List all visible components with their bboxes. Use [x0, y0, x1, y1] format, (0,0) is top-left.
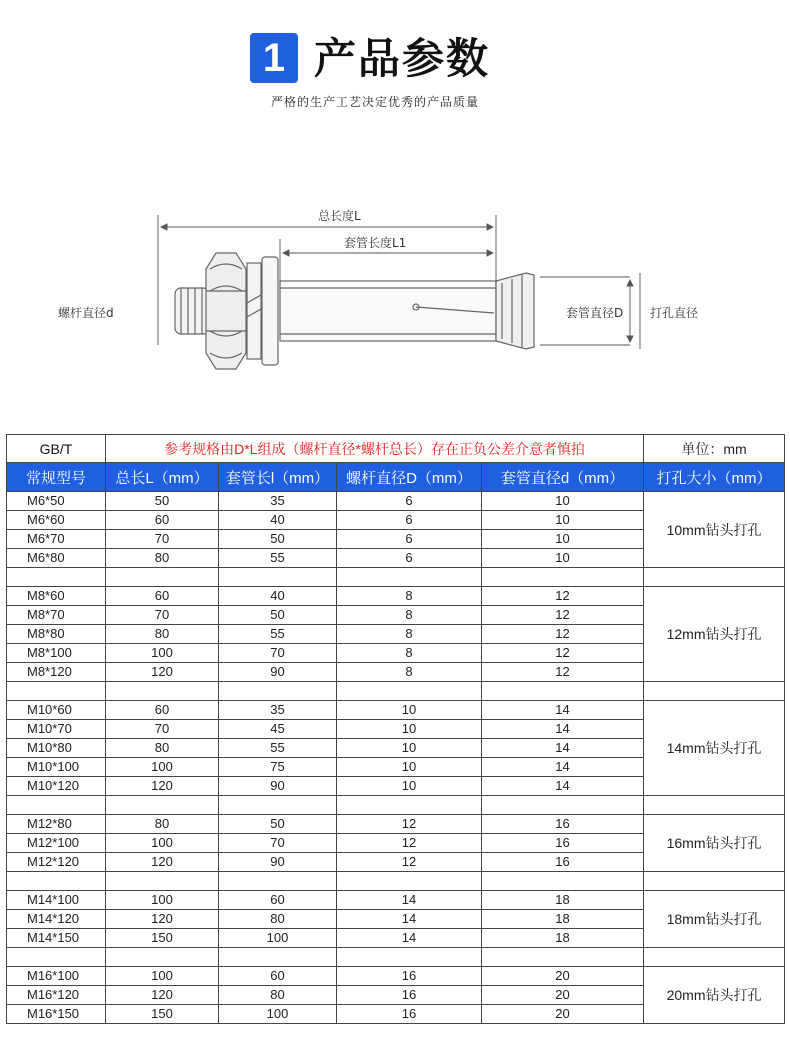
bolt-diameter-cell: 14	[337, 910, 482, 929]
col-header-sleeve-length: 套管长l（mm）	[219, 463, 337, 492]
model-cell: M6*80	[7, 549, 106, 568]
sleeve-diameter-cell: 18	[482, 891, 644, 910]
spacer-cell	[7, 682, 106, 701]
total-length-cell: 70	[106, 530, 219, 549]
spacer-cell	[337, 568, 482, 587]
spacer-cell	[7, 796, 106, 815]
table-row	[7, 815, 785, 834]
model-cell: M8*70	[7, 606, 106, 625]
bolt-diameter-cell: 10	[337, 720, 482, 739]
bolt-diameter-cell: 8	[337, 625, 482, 644]
model-cell: M14*100	[7, 891, 106, 910]
model-cell: M6*60	[7, 511, 106, 530]
sleeve-diameter-cell: 14	[482, 701, 644, 720]
sleeve-diameter-cell: 20	[482, 986, 644, 1005]
model-cell: M8*100	[7, 644, 106, 663]
spacer-cell	[644, 568, 785, 587]
spacer-cell	[482, 796, 644, 815]
total-length-cell: 100	[106, 758, 219, 777]
spacer-cell	[7, 948, 106, 967]
bolt-diameter-cell: 12	[337, 815, 482, 834]
bolt-diameter-cell: 8	[337, 644, 482, 663]
sleeve-diameter-label: 套管直径D	[566, 306, 624, 320]
total-length-cell: 50	[106, 492, 219, 511]
sleeve-length-cell: 40	[219, 511, 337, 530]
sleeve-length-cell: 90	[219, 777, 337, 796]
group-spacer-row	[7, 796, 785, 815]
total-length-cell: 80	[106, 625, 219, 644]
sleeve-length-cell: 90	[219, 663, 337, 682]
sleeve-diameter-cell: 18	[482, 910, 644, 929]
spacer-cell	[337, 948, 482, 967]
spacer-cell	[482, 872, 644, 891]
table-row	[7, 891, 785, 910]
standard-label: GB/T	[7, 435, 106, 463]
model-cell: M10*80	[7, 739, 106, 758]
model-cell: M10*100	[7, 758, 106, 777]
sleeve-diameter-cell: 20	[482, 1005, 644, 1024]
spacer-cell	[106, 948, 219, 967]
total-length-cell: 80	[106, 815, 219, 834]
total-length-cell: 60	[106, 587, 219, 606]
spec-table-body	[7, 492, 785, 1024]
page-title: 产品参数	[314, 34, 491, 83]
group-spacer-row	[7, 948, 785, 967]
spacer-cell	[482, 682, 644, 701]
drill-size-cell: 16mm钻头打孔	[644, 815, 785, 872]
sleeve-length-cell: 35	[219, 701, 337, 720]
bolt-diameter-cell: 8	[337, 663, 482, 682]
sleeve-diameter-cell: 12	[482, 644, 644, 663]
col-header-model: 常规型号	[7, 463, 106, 492]
model-cell: M10*70	[7, 720, 106, 739]
col-header-sleeve-diameter: 套管直径d（mm）	[482, 463, 644, 492]
col-header-bolt-diameter: 螺杆直径D（mm）	[337, 463, 482, 492]
bolt-diameter-label: 螺杆直径d	[58, 306, 114, 320]
bolt-diameter-cell: 16	[337, 967, 482, 986]
column-header-row	[7, 463, 785, 492]
sleeve-diameter-cell: 10	[482, 530, 644, 549]
sleeve-diameter-cell: 12	[482, 606, 644, 625]
sleeve-length-cell: 100	[219, 929, 337, 948]
bolt-diameter-cell: 10	[337, 777, 482, 796]
group-spacer-row	[7, 568, 785, 587]
bolt-diameter-cell: 10	[337, 701, 482, 720]
sleeve-length-cell: 90	[219, 853, 337, 872]
spacer-cell	[219, 872, 337, 891]
bolt-diameter-cell: 6	[337, 530, 482, 549]
spacer-cell	[106, 872, 219, 891]
bolt-diameter-cell: 8	[337, 606, 482, 625]
sleeve-length-cell: 50	[219, 606, 337, 625]
bolt-diameter-cell: 8	[337, 587, 482, 606]
sleeve-diameter-cell: 12	[482, 587, 644, 606]
sleeve-length-cell: 45	[219, 720, 337, 739]
spacer-cell	[482, 568, 644, 587]
flat-washer-drawing	[262, 257, 278, 365]
model-cell: M10*60	[7, 701, 106, 720]
table-row	[7, 701, 785, 720]
model-cell: M14*150	[7, 929, 106, 948]
total-length-cell: 70	[106, 720, 219, 739]
total-length-cell: 120	[106, 663, 219, 682]
sleeve-length-cell: 75	[219, 758, 337, 777]
section-number-badge: 1	[250, 33, 298, 83]
table-row	[7, 587, 785, 606]
sleeve-length-cell: 100	[219, 1005, 337, 1024]
total-length-cell: 100	[106, 644, 219, 663]
total-length-cell: 150	[106, 929, 219, 948]
sleeve-length-cell: 55	[219, 739, 337, 758]
total-length-cell: 60	[106, 511, 219, 530]
model-cell: M8*80	[7, 625, 106, 644]
sleeve-length-cell: 50	[219, 530, 337, 549]
spacer-cell	[219, 796, 337, 815]
spacer-cell	[337, 682, 482, 701]
bolt-diameter-cell: 6	[337, 492, 482, 511]
spring-washer-drawing	[247, 263, 261, 359]
total-length-cell: 120	[106, 853, 219, 872]
bolt-diameter-cell: 10	[337, 758, 482, 777]
model-cell: M12*120	[7, 853, 106, 872]
spacer-cell	[106, 682, 219, 701]
spacer-cell	[644, 872, 785, 891]
spacer-cell	[219, 682, 337, 701]
spacer-cell	[106, 796, 219, 815]
total-length-cell: 150	[106, 1005, 219, 1024]
bolt-diameter-cell: 16	[337, 1005, 482, 1024]
sleeve-diameter-cell: 10	[482, 492, 644, 511]
sleeve-diameter-cell: 16	[482, 853, 644, 872]
total-length-cell: 60	[106, 701, 219, 720]
sleeve-length-label: 套管长度L1	[344, 236, 407, 250]
total-length-label: 总长度L	[318, 209, 361, 223]
model-cell: M8*120	[7, 663, 106, 682]
total-length-cell: 80	[106, 549, 219, 568]
sleeve-length-cell: 40	[219, 587, 337, 606]
total-length-cell: 120	[106, 910, 219, 929]
model-cell: M6*50	[7, 492, 106, 511]
drill-size-cell: 18mm钻头打孔	[644, 891, 785, 948]
model-cell: M8*60	[7, 587, 106, 606]
total-length-cell: 100	[106, 967, 219, 986]
spacer-cell	[7, 872, 106, 891]
drill-size-cell: 14mm钻头打孔	[644, 701, 785, 796]
total-length-cell: 70	[106, 606, 219, 625]
total-length-cell: 120	[106, 986, 219, 1005]
sleeve-diameter-cell: 14	[482, 758, 644, 777]
sleeve-diameter-cell: 14	[482, 720, 644, 739]
drill-diameter-label: 打孔直径	[650, 306, 699, 320]
sleeve-length-cell: 60	[219, 891, 337, 910]
model-cell: M16*100	[7, 967, 106, 986]
bolt-diameter-cell: 6	[337, 511, 482, 530]
spacer-cell	[644, 796, 785, 815]
sleeve-diameter-cell: 16	[482, 815, 644, 834]
spacer-cell	[219, 948, 337, 967]
unit-label: 单位：mm	[644, 435, 785, 463]
sleeve-length-cell: 60	[219, 967, 337, 986]
spacer-cell	[644, 682, 785, 701]
spacer-cell	[219, 568, 337, 587]
sleeve-length-cell: 70	[219, 644, 337, 663]
total-length-cell: 80	[106, 739, 219, 758]
spacer-cell	[7, 568, 106, 587]
model-cell: M16*120	[7, 986, 106, 1005]
model-cell: M12*80	[7, 815, 106, 834]
group-spacer-row	[7, 872, 785, 891]
bolt-diameter-cell: 6	[337, 549, 482, 568]
sleeve-diameter-cell: 14	[482, 739, 644, 758]
spacer-cell	[482, 948, 644, 967]
sleeve-diameter-cell: 14	[482, 777, 644, 796]
sleeve-diameter-cell: 18	[482, 929, 644, 948]
sleeve-diameter-cell: 10	[482, 511, 644, 530]
group-spacer-row	[7, 682, 785, 701]
bolt-end-drawing	[175, 288, 209, 334]
spacer-cell	[644, 948, 785, 967]
spacer-cell	[337, 872, 482, 891]
expansion-bolt-diagram	[40, 195, 750, 395]
bolt-diameter-cell: 16	[337, 986, 482, 1005]
model-cell: M10*120	[7, 777, 106, 796]
bolt-diameter-cell: 14	[337, 891, 482, 910]
sleeve-diameter-cell: 20	[482, 967, 644, 986]
page-subtitle: 严格的生产工艺决定优秀的产品质量	[270, 95, 479, 109]
total-length-cell: 100	[106, 891, 219, 910]
drill-size-cell: 10mm钻头打孔	[644, 492, 785, 568]
hex-nut-drawing	[206, 253, 246, 369]
spacer-cell	[337, 796, 482, 815]
tolerance-note: 参考规格由D*L组成（螺杆直径*螺杆总长）存在正负公差介意者慎拍	[106, 435, 644, 463]
sleeve-length-cell: 35	[219, 492, 337, 511]
bolt-diameter-cell: 10	[337, 739, 482, 758]
sleeve-length-cell: 80	[219, 986, 337, 1005]
model-cell: M16*150	[7, 1005, 106, 1024]
sleeve-diameter-cell: 12	[482, 625, 644, 644]
spec-table	[6, 434, 785, 1024]
sleeve-length-cell: 55	[219, 549, 337, 568]
total-length-cell: 120	[106, 777, 219, 796]
drill-size-cell: 20mm钻头打孔	[644, 967, 785, 1024]
sleeve-length-cell: 55	[219, 625, 337, 644]
bolt-diameter-cell: 12	[337, 853, 482, 872]
table-row	[7, 492, 785, 511]
bolt-diameter-cell: 12	[337, 834, 482, 853]
table-row	[7, 967, 785, 986]
bolt-diameter-cell: 14	[337, 929, 482, 948]
sleeve-diameter-cell: 12	[482, 663, 644, 682]
total-length-cell: 100	[106, 834, 219, 853]
spacer-cell	[106, 568, 219, 587]
sleeve-diameter-cell: 16	[482, 834, 644, 853]
model-cell: M6*70	[7, 530, 106, 549]
sleeve-length-cell: 70	[219, 834, 337, 853]
col-header-drill-size: 打孔大小（mm）	[644, 463, 785, 492]
drill-size-cell: 12mm钻头打孔	[644, 587, 785, 682]
model-cell: M12*100	[7, 834, 106, 853]
model-cell: M14*120	[7, 910, 106, 929]
sleeve-length-cell: 50	[219, 815, 337, 834]
sleeve-diameter-cell: 10	[482, 549, 644, 568]
sleeve-length-cell: 80	[219, 910, 337, 929]
col-header-total-length: 总长L（mm）	[106, 463, 219, 492]
